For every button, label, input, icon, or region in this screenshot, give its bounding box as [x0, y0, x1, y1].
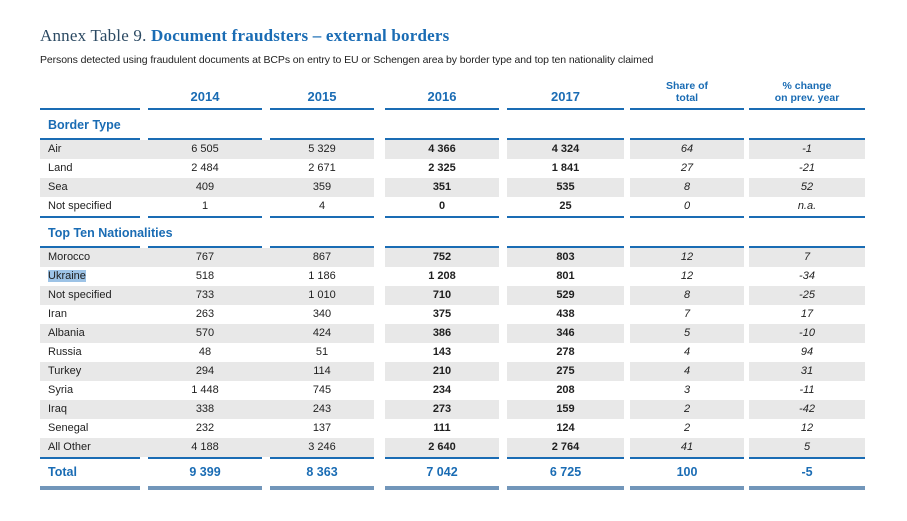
- cell-2015: 4: [318, 200, 326, 212]
- cell-2015: 867: [270, 248, 374, 267]
- column-gap: [262, 286, 270, 305]
- column-gap: [374, 140, 385, 159]
- column-header-line: total: [675, 92, 699, 104]
- cell-pct-change: -42: [749, 400, 865, 419]
- cell-pct-change: 12: [800, 422, 814, 434]
- rule-gap: [374, 216, 385, 218]
- column-gap: [374, 178, 385, 197]
- cell-pct-change: -10: [749, 324, 865, 343]
- cell-2016: 386: [385, 324, 499, 343]
- cell-share-of-total: 27: [680, 162, 694, 174]
- cell-2016: 1 208: [428, 270, 456, 282]
- column-gap: [140, 305, 148, 324]
- cell-2014: 1 448: [191, 384, 219, 396]
- total-cell-share-of-total: 100: [676, 465, 698, 479]
- cell-2016: 375: [432, 308, 452, 320]
- column-gap: [262, 324, 270, 343]
- column-gap: [140, 400, 148, 419]
- cell-pct-change: 31: [749, 362, 865, 381]
- row-label: Land: [48, 162, 73, 174]
- rule-segment: [148, 108, 262, 110]
- column-gap: [374, 267, 385, 286]
- cell-pct-change: 94: [800, 346, 814, 358]
- rule-segment: [270, 108, 374, 110]
- column-gap: [140, 197, 148, 216]
- cell-2016: 4 366: [385, 140, 499, 159]
- total-label: Total: [48, 465, 77, 479]
- rule-segment: [148, 216, 262, 218]
- cell-share-of-total: 2: [683, 422, 691, 434]
- table-row: [40, 159, 865, 178]
- rule-gap: [262, 108, 270, 110]
- column-gap: [262, 178, 270, 197]
- cell-2015: 137: [312, 422, 332, 434]
- cell-2015: 359: [270, 178, 374, 197]
- cell-2015: 243: [270, 400, 374, 419]
- cell-pct-change: 52: [749, 178, 865, 197]
- column-gap: [499, 459, 507, 486]
- cell-pct-change: -21: [799, 162, 815, 174]
- cell-2016: 143: [432, 346, 452, 358]
- rule-segment: [40, 216, 140, 218]
- cell-share-of-total: 2: [630, 400, 744, 419]
- cell-2014: 6 505: [148, 140, 262, 159]
- column-gap: [262, 419, 270, 438]
- rule-gap: [262, 486, 270, 490]
- row-label: Russia: [48, 346, 82, 358]
- rule-segment: [385, 216, 499, 218]
- rule-segment: [270, 216, 374, 218]
- cell-2014: 263: [195, 308, 215, 320]
- cell-2016: 273: [385, 400, 499, 419]
- column-gap: [140, 248, 148, 267]
- cell-pct-change: -1: [749, 140, 865, 159]
- cell-2016: 210: [385, 362, 499, 381]
- column-gap: [262, 381, 270, 400]
- column-gap: [140, 140, 148, 159]
- table-row: [40, 381, 865, 400]
- cell-2016: 752: [385, 248, 499, 267]
- table-row: [40, 178, 865, 197]
- cell-2016: 111: [433, 422, 451, 434]
- column-gap: [499, 267, 507, 286]
- column-header-line: 2015: [307, 89, 337, 104]
- cell-share-of-total: 3: [683, 384, 691, 396]
- row-label: Sea: [40, 178, 140, 197]
- column-gap: [499, 400, 507, 419]
- cell-pct-change: 5: [749, 438, 865, 457]
- column-gap: [374, 419, 385, 438]
- cell-2017: 4 324: [507, 140, 624, 159]
- total-cell-2017: 6 725: [549, 465, 582, 479]
- column-gap: [262, 267, 270, 286]
- row-label: Morocco: [40, 248, 140, 267]
- table-row: [40, 305, 865, 324]
- cell-2015: 2 671: [308, 162, 336, 174]
- cell-share-of-total: 12: [630, 248, 744, 267]
- column-gap: [262, 197, 270, 216]
- table-row: [40, 419, 865, 438]
- table-row: [40, 343, 865, 362]
- selected-text: Ukraine: [48, 270, 86, 282]
- column-gap: [262, 459, 270, 486]
- table-row: [40, 286, 865, 305]
- table-row: [40, 197, 865, 216]
- row-label: Albania: [40, 324, 140, 343]
- column-header-line: Share of: [665, 80, 708, 92]
- table-subtitle: Persons detected using fraudulent documents at BCPs on entry to EU or Schengen area by border type and top ten nationality claimed: [40, 54, 654, 66]
- cell-2016: 2 325: [428, 162, 456, 174]
- rule-gap: [140, 216, 148, 218]
- section-header: Top Ten Nationalities: [48, 226, 173, 240]
- cell-2015: 51: [315, 346, 329, 358]
- column-gap: [374, 400, 385, 419]
- cell-2016: 2 640: [385, 438, 499, 457]
- column-gap: [140, 419, 148, 438]
- table-title: Document fraudsters – external borders: [151, 26, 450, 45]
- row-label: Not specified: [40, 286, 140, 305]
- column-header-line: 2014: [190, 89, 220, 104]
- section-header: Border Type: [48, 118, 121, 132]
- table-row: [40, 324, 865, 343]
- rule-segment: [40, 486, 140, 490]
- cell-share-of-total: 8: [630, 178, 744, 197]
- row-label: [40, 267, 140, 286]
- column-gap: [499, 324, 507, 343]
- column-gap: [140, 343, 148, 362]
- column-gap: [262, 362, 270, 381]
- column-header-line: on prev. year: [774, 92, 840, 104]
- column-gap: [374, 324, 385, 343]
- column-gap: [499, 286, 507, 305]
- rule-segment: [749, 216, 865, 218]
- table-row: [40, 400, 865, 419]
- table-row: [40, 438, 865, 457]
- table-row: [40, 362, 865, 381]
- cell-share-of-total: 4: [630, 362, 744, 381]
- cell-2017: 801: [556, 270, 575, 282]
- cell-share-of-total: 8: [630, 286, 744, 305]
- cell-2017: 803: [507, 248, 624, 267]
- cell-2017: 208: [556, 384, 575, 396]
- table-row: [40, 267, 865, 286]
- page-title: [40, 26, 907, 46]
- total-cell-pct-change: -5: [801, 465, 813, 479]
- cell-2017: 346: [507, 324, 624, 343]
- column-gap: [374, 305, 385, 324]
- column-gap: [374, 159, 385, 178]
- cell-share-of-total: 41: [630, 438, 744, 457]
- cell-2017: 1 841: [551, 162, 580, 174]
- column-gap: [140, 438, 148, 457]
- cell-2014: 48: [198, 346, 212, 358]
- table-footer-bar: [40, 486, 865, 490]
- cell-2017: 2 764: [507, 438, 624, 457]
- column-gap: [140, 178, 148, 197]
- rule-segment: [630, 108, 744, 110]
- column-gap: [499, 178, 507, 197]
- cell-2014: 767: [148, 248, 262, 267]
- column-header-line: 2017: [551, 89, 580, 104]
- table-rule: [40, 108, 865, 110]
- cell-2015: 340: [312, 308, 332, 320]
- rule-gap: [262, 216, 270, 218]
- column-gap: [262, 400, 270, 419]
- cell-2014: 409: [148, 178, 262, 197]
- rule-segment: [148, 486, 262, 490]
- row-label: Senegal: [48, 422, 89, 434]
- cell-2015: 114: [270, 362, 374, 381]
- column-gap: [499, 438, 507, 457]
- column-gap: [374, 381, 385, 400]
- column-gap: [374, 197, 385, 216]
- cell-pct-change: -11: [799, 384, 815, 396]
- rule-gap: [374, 108, 385, 110]
- cell-2014: 232: [195, 422, 215, 434]
- cell-2017: 275: [507, 362, 624, 381]
- column-gap: [499, 343, 507, 362]
- column-gap: [262, 248, 270, 267]
- cell-2014: 338: [148, 400, 262, 419]
- cell-2015: 5 329: [270, 140, 374, 159]
- annex-table: [40, 70, 865, 490]
- rule-segment: [507, 486, 624, 490]
- column-gap: [140, 381, 148, 400]
- column-gap: [140, 267, 148, 286]
- column-header-pct-change: [749, 80, 865, 104]
- cell-2017: 438: [556, 308, 575, 320]
- column-gap: [262, 343, 270, 362]
- cell-2016: 351: [385, 178, 499, 197]
- cell-2014: 570: [148, 324, 262, 343]
- rule-gap: [499, 216, 507, 218]
- total-cell-2014: 9 399: [189, 465, 221, 479]
- cell-2017: 124: [556, 422, 575, 434]
- cell-share-of-total: 64: [630, 140, 744, 159]
- column-gap: [140, 286, 148, 305]
- rule-segment: [749, 486, 865, 490]
- table-row: [40, 140, 865, 159]
- table-number: Annex Table 9.: [40, 26, 147, 45]
- cell-2015: 1 186: [308, 270, 336, 282]
- column-gap: [374, 286, 385, 305]
- column-gap: [499, 159, 507, 178]
- cell-2015: 745: [312, 384, 332, 396]
- cell-pct-change: n.a.: [797, 200, 817, 212]
- cell-2014: 1: [201, 200, 209, 212]
- total-cell-2015: 8 363: [306, 465, 338, 479]
- column-gap: [499, 381, 507, 400]
- cell-2014: 294: [148, 362, 262, 381]
- cell-2016: 710: [385, 286, 499, 305]
- column-header-2017: [507, 90, 624, 104]
- table-rule: [40, 216, 865, 218]
- rule-gap: [374, 486, 385, 490]
- cell-2017: 159: [507, 400, 624, 419]
- row-label: Not specified: [48, 200, 112, 212]
- column-gap: [499, 140, 507, 159]
- cell-2015: 3 246: [270, 438, 374, 457]
- cell-share-of-total: 4: [683, 346, 691, 358]
- cell-share-of-total: 5: [630, 324, 744, 343]
- rule-segment: [40, 108, 140, 110]
- rule-segment: [270, 486, 374, 490]
- rule-segment: [507, 108, 624, 110]
- rule-segment: [630, 486, 744, 490]
- column-header-2015: [270, 90, 374, 104]
- rule-gap: [499, 108, 507, 110]
- column-gap: [499, 305, 507, 324]
- column-header-row: [40, 70, 865, 108]
- cell-share-of-total: 7: [683, 308, 691, 320]
- column-gap: [262, 305, 270, 324]
- row-label: Iraq: [40, 400, 140, 419]
- column-gap: [499, 197, 507, 216]
- rule-segment: [507, 216, 624, 218]
- column-gap: [262, 438, 270, 457]
- cell-pct-change: 17: [800, 308, 814, 320]
- column-gap: [499, 362, 507, 381]
- cell-pct-change: -25: [749, 286, 865, 305]
- column-gap: [374, 248, 385, 267]
- cell-pct-change: 7: [749, 248, 865, 267]
- column-gap: [140, 362, 148, 381]
- cell-share-of-total: 0: [683, 200, 691, 212]
- column-gap: [140, 459, 148, 486]
- cell-2016: 0: [438, 200, 446, 212]
- rule-segment: [385, 486, 499, 490]
- cell-2014: 518: [195, 270, 215, 282]
- column-gap: [262, 159, 270, 178]
- cell-2017: 529: [507, 286, 624, 305]
- column-gap: [374, 362, 385, 381]
- column-gap: [262, 140, 270, 159]
- rule-segment: [749, 108, 865, 110]
- column-gap: [374, 438, 385, 457]
- column-header-line: 2016: [427, 89, 457, 104]
- cell-2016: 234: [432, 384, 452, 396]
- rule-segment: [630, 216, 744, 218]
- column-gap: [499, 419, 507, 438]
- row-label: Syria: [48, 384, 74, 396]
- column-gap: [499, 248, 507, 267]
- total-row: [40, 459, 865, 486]
- row-label: Iran: [48, 308, 67, 320]
- cell-2017: 25: [559, 200, 572, 212]
- cell-2014: 733: [148, 286, 262, 305]
- column-header-2016: [385, 90, 499, 104]
- column-gap: [140, 324, 148, 343]
- column-gap: [374, 343, 385, 362]
- column-header-share-of-total: [630, 80, 744, 104]
- cell-2017: 535: [507, 178, 624, 197]
- column-gap: [140, 159, 148, 178]
- row-label: All Other: [40, 438, 140, 457]
- cell-2014: 4 188: [148, 438, 262, 457]
- rule-segment: [385, 108, 499, 110]
- rule-gap: [140, 108, 148, 110]
- table-row: [40, 248, 865, 267]
- cell-2015: 424: [270, 324, 374, 343]
- cell-2014: 2 484: [191, 162, 219, 174]
- column-header-2014: [148, 90, 262, 104]
- column-header-line: % change: [782, 80, 832, 92]
- column-gap: [374, 459, 385, 486]
- rule-gap: [499, 486, 507, 490]
- cell-2017: 278: [556, 346, 575, 358]
- rule-gap: [140, 486, 148, 490]
- cell-share-of-total: 12: [680, 270, 694, 282]
- cell-pct-change: -34: [799, 270, 815, 282]
- row-label: Air: [40, 140, 140, 159]
- total-cell-2016: 7 042: [426, 465, 458, 479]
- row-label: Turkey: [40, 362, 140, 381]
- cell-2015: 1 010: [270, 286, 374, 305]
